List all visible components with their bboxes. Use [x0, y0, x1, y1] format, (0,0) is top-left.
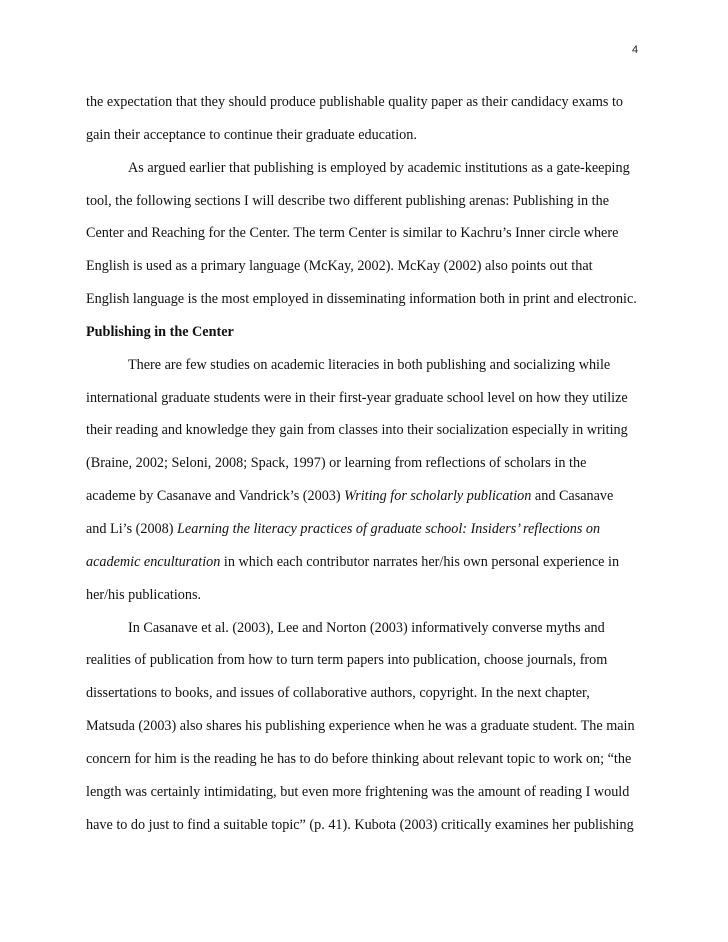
text-line: Matsuda (2003) also shares his publishing experience when he was a graduate student. The main [86, 718, 635, 735]
text-segment: academe by Casanave and Vandrick’s (2003) [86, 488, 345, 505]
book-title: Learning the literacy practices of graduate school: Insiders’ reflections on [177, 520, 601, 537]
text-line: (Braine, 2002; Seloni, 2008; Spack, 1997) or learning from reflections of scholars in the [86, 455, 587, 472]
text-line [86, 513, 646, 546]
text-line: gain their acceptance to continue their graduate education. [86, 126, 417, 143]
text-line: English is used as a primary language (McKay, 2002). McKay (2002) also points out that [86, 258, 593, 275]
body-text [86, 86, 646, 841]
paragraph-start-line: In Casanave et al. (2003), Lee and Norton (2003) informatively converse myths and [128, 619, 605, 636]
text-line: length was certainly intimidating, but even more frightening was the amount of reading I would [86, 783, 630, 800]
text-line: Center and Reaching for the Center. The term Center is similar to Kachru’s Inner circle where [86, 225, 619, 242]
text-line: concern for him is the reading he has to do before thinking about relevant topic to work on; “the [86, 750, 632, 767]
text-line: her/his publications. [86, 586, 202, 603]
text-line: the expectation that they should produce publishable quality paper as their candidacy exams to [86, 94, 623, 110]
section-heading: Publishing in the Center [86, 323, 234, 340]
paragraph-start-line: There are few studies on academic literacies in both publishing and socializing while [128, 356, 611, 373]
text-line: their reading and knowledge they gain from classes into their socialization especially in writing [86, 422, 628, 439]
text-line [86, 546, 646, 579]
page-number: 4 [632, 44, 639, 56]
text-line: international graduate students were in their first-year graduate school level on how they utilize [86, 389, 628, 406]
text-line: realities of publication from how to turn term papers into publication, choose journals, from [86, 652, 608, 669]
book-title: academic enculturation [86, 553, 221, 570]
text-line: have to do just to find a suitable topic” (p. 41). Kubota (2003) critically examines her publishing [86, 816, 634, 833]
paragraph-start-line: As argued earlier that publishing is employed by academic institutions as a gate-keeping [128, 159, 630, 176]
text-line: English language is the most employed in disseminating information both in print and electronic. [86, 291, 637, 308]
text-line: dissertations to books, and issues of collaborative authors, copyright. In the next chapter, [86, 685, 590, 702]
text-segment: and Li’s (2008) [86, 520, 178, 537]
book-title: Writing for scholarly publication [344, 488, 532, 505]
text-segment: and Casanave [531, 488, 614, 505]
text-line [86, 480, 646, 513]
text-segment: in which each contributor narrates her/his own personal experience in [220, 553, 620, 570]
text-line: tool, the following sections I will describe two different publishing arenas: Publishing in the [86, 192, 610, 209]
